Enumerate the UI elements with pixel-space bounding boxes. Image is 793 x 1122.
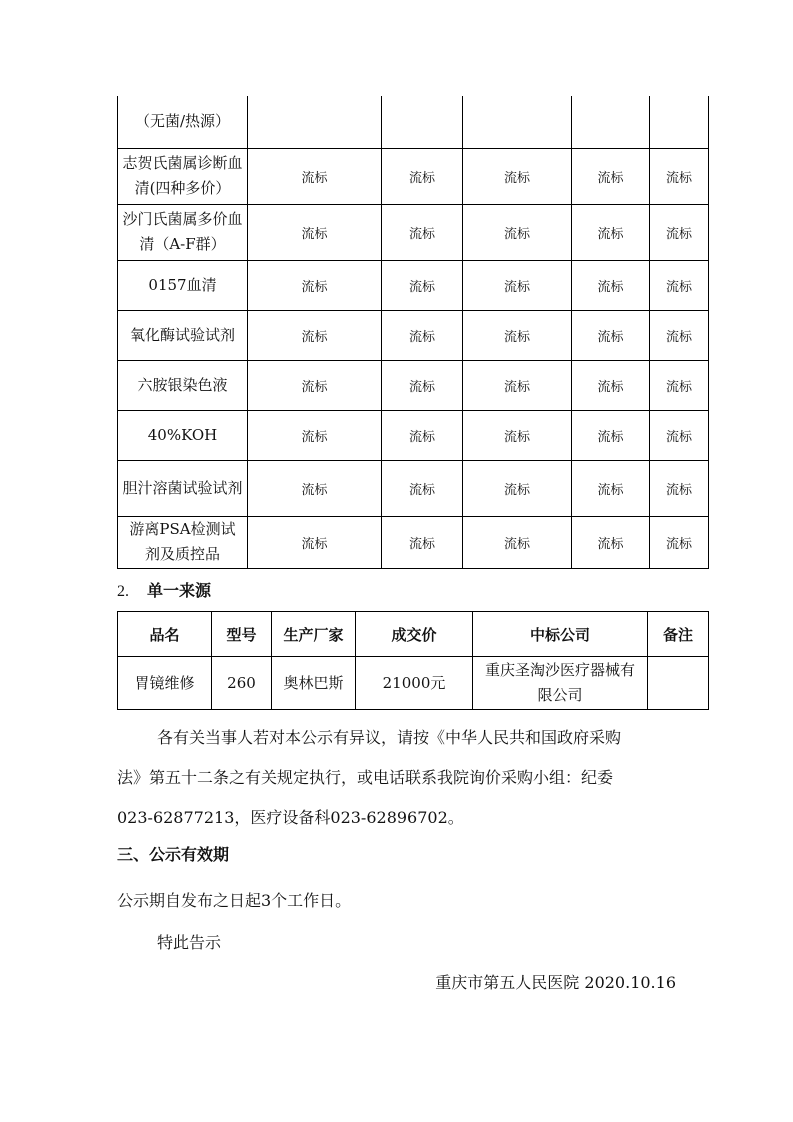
table-cell: 流标 <box>248 460 382 516</box>
table-row <box>118 460 709 516</box>
notice-line-3: 023-62877213，医疗设备科023-62896702。 <box>117 808 464 827</box>
item-name-cell: 游离PSA检测试剂及质控品 <box>118 516 248 568</box>
item-name-cell: （无菌/热源） <box>118 96 248 148</box>
table-cell: 流标 <box>382 410 463 460</box>
item-name-cell: 胆汁溶菌试验试剂 <box>118 460 248 516</box>
special-notice: 特此告示 <box>157 933 222 952</box>
table-cell: 260 <box>212 657 272 710</box>
item-name-cell: 志贺氏菌属诊断血清(四种多价） <box>118 148 248 204</box>
table-cell <box>463 96 572 148</box>
validity-text: 公示期自发布之日起3个工作日。 <box>117 891 352 910</box>
table-cell: 流标 <box>572 204 650 260</box>
header-cell: 成交价 <box>356 612 473 657</box>
table-row <box>118 260 709 310</box>
table-cell: 流标 <box>572 360 650 410</box>
table-cell: 流标 <box>650 310 709 360</box>
table-row <box>118 410 709 460</box>
table-cell: 流标 <box>650 204 709 260</box>
table-cell <box>572 96 650 148</box>
section-2-heading <box>117 578 211 601</box>
table-row <box>118 516 709 568</box>
table-row <box>118 96 709 148</box>
table-row <box>118 204 709 260</box>
header-cell: 生产厂家 <box>272 612 356 657</box>
section-title: 单一来源 <box>147 581 212 600</box>
item-name-cell: 0157血清 <box>118 260 248 310</box>
table-cell: 流标 <box>248 204 382 260</box>
table-cell <box>248 96 382 148</box>
section-3-heading: 三、公示有效期 <box>117 845 230 864</box>
table-cell: 流标 <box>248 410 382 460</box>
item-name-cell: 40%KOH <box>118 410 248 460</box>
single-source-table <box>117 611 709 710</box>
table-cell: 流标 <box>650 516 709 568</box>
table-cell: 流标 <box>650 460 709 516</box>
table-cell: 流标 <box>650 260 709 310</box>
table-cell: 流标 <box>382 460 463 516</box>
table-cell: 流标 <box>382 260 463 310</box>
table-cell: 流标 <box>572 460 650 516</box>
table-cell: 流标 <box>463 310 572 360</box>
signature: 重庆市第五人民医院 2020.10.16 <box>435 973 676 992</box>
table-cell: 流标 <box>382 516 463 568</box>
item-name-cell: 六胺银染色液 <box>118 360 248 410</box>
table-cell: 流标 <box>650 360 709 410</box>
table-cell: 流标 <box>463 260 572 310</box>
table-cell <box>648 657 709 710</box>
table-cell: 流标 <box>382 310 463 360</box>
table-cell: 流标 <box>572 148 650 204</box>
table-row <box>118 360 709 410</box>
results-table <box>117 96 709 569</box>
header-cell: 中标公司 <box>473 612 648 657</box>
table-cell: 流标 <box>572 410 650 460</box>
table-cell: 流标 <box>463 516 572 568</box>
table-cell <box>650 96 709 148</box>
table-cell: 流标 <box>248 148 382 204</box>
notice-line-1: 各有关当事人若对本公示有异议，请按《中华人民共和国政府采购 <box>157 728 622 747</box>
table-cell: 流标 <box>572 310 650 360</box>
notice-line-2: 法》第五十二条之有关规定执行，或电话联系我院询价采购小组：纪委 <box>117 768 614 787</box>
table-cell: 流标 <box>382 360 463 410</box>
table-cell: 流标 <box>572 260 650 310</box>
table-cell: 流标 <box>248 260 382 310</box>
table-row <box>118 148 709 204</box>
table-row <box>118 657 709 710</box>
table-cell: 21000元 <box>356 657 473 710</box>
table-cell: 流标 <box>650 410 709 460</box>
table-cell: 流标 <box>248 360 382 410</box>
item-name-cell: 氧化酶试验试剂 <box>118 310 248 360</box>
table-cell <box>382 96 463 148</box>
table-cell: 重庆圣淘沙医疗器械有限公司 <box>473 657 648 710</box>
table-cell: 流标 <box>248 516 382 568</box>
header-cell: 型号 <box>212 612 272 657</box>
header-cell: 品名 <box>118 612 212 657</box>
table-cell: 流标 <box>463 460 572 516</box>
table-cell: 流标 <box>650 148 709 204</box>
table-cell: 奥林巴斯 <box>272 657 356 710</box>
table-cell: 流标 <box>463 204 572 260</box>
table-cell: 流标 <box>463 360 572 410</box>
table-cell: 流标 <box>463 148 572 204</box>
header-cell: 备注 <box>648 612 709 657</box>
table-cell: 流标 <box>463 410 572 460</box>
table-cell: 胃镜维修 <box>118 657 212 710</box>
table-header-row <box>118 612 709 657</box>
section-number: 2. <box>117 583 129 600</box>
table-cell: 流标 <box>382 148 463 204</box>
item-name-cell: 沙门氏菌属多价血清（A-F群） <box>118 204 248 260</box>
table-cell: 流标 <box>382 204 463 260</box>
table-cell: 流标 <box>572 516 650 568</box>
table-cell: 流标 <box>248 310 382 360</box>
table-row <box>118 310 709 360</box>
